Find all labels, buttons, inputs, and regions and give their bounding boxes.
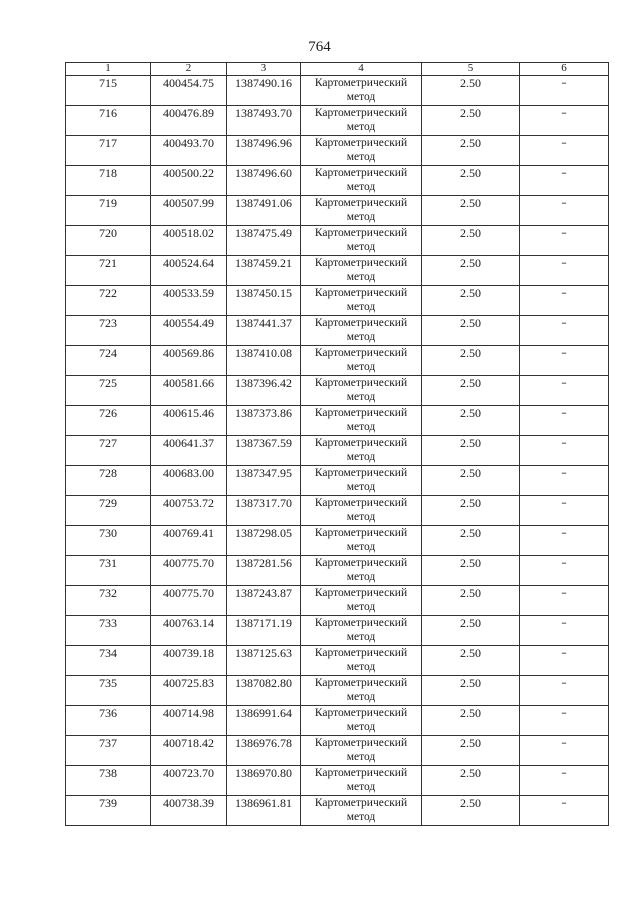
method-line-1: Картометрический [314, 317, 408, 329]
accuracy-cell: 2.50 [422, 796, 520, 826]
y-coordinate-cell: 1387475.49 [227, 226, 301, 256]
accuracy-cell: 2.50 [422, 466, 520, 496]
point-number-cell: 737 [66, 736, 151, 766]
accuracy-cell: 2.50 [422, 136, 520, 166]
x-coordinate-cell: 400518.02 [151, 226, 227, 256]
method-cell [301, 466, 422, 496]
point-number-cell: 730 [66, 526, 151, 556]
method-cell [301, 556, 422, 586]
method-cell [301, 736, 422, 766]
method-cell [301, 166, 422, 196]
method-cell [301, 376, 422, 406]
method-line-1: Картометрический [314, 467, 408, 479]
point-number-cell: 724 [66, 346, 151, 376]
method-line-1: Картометрический [314, 137, 408, 149]
accuracy-cell: 2.50 [422, 616, 520, 646]
table-row [66, 736, 609, 766]
note-cell: – [520, 406, 609, 436]
accuracy-cell: 2.50 [422, 166, 520, 196]
x-coordinate-cell: 400683.00 [151, 466, 227, 496]
table-row [66, 526, 609, 556]
point-number-cell: 738 [66, 766, 151, 796]
y-coordinate-cell: 1387171.19 [227, 616, 301, 646]
method-line-2: метод [346, 211, 376, 223]
method-line-1: Картометрический [314, 677, 408, 689]
y-coordinate-cell: 1387347.95 [227, 466, 301, 496]
y-coordinate-cell: 1386961.81 [227, 796, 301, 826]
method-line-2: метод [346, 91, 376, 103]
note-cell: – [520, 286, 609, 316]
point-number-cell: 733 [66, 616, 151, 646]
note-cell: – [520, 706, 609, 736]
table-row [66, 766, 609, 796]
point-number-cell: 728 [66, 466, 151, 496]
accuracy-cell: 2.50 [422, 76, 520, 106]
note-cell: – [520, 436, 609, 466]
x-coordinate-cell: 400769.41 [151, 526, 227, 556]
note-cell: – [520, 106, 609, 136]
point-number-cell: 721 [66, 256, 151, 286]
method-cell [301, 316, 422, 346]
x-coordinate-cell: 400718.42 [151, 736, 227, 766]
method-line-1: Картометрический [314, 347, 408, 359]
table-row [66, 76, 609, 106]
method-cell [301, 646, 422, 676]
table-row [66, 586, 609, 616]
method-cell [301, 436, 422, 466]
table-row [66, 646, 609, 676]
method-line-2: метод [346, 391, 376, 403]
x-coordinate-cell: 400738.39 [151, 796, 227, 826]
point-number-cell: 716 [66, 106, 151, 136]
method-line-2: метод [346, 361, 376, 373]
accuracy-cell: 2.50 [422, 226, 520, 256]
accuracy-cell: 2.50 [422, 496, 520, 526]
note-cell: – [520, 616, 609, 646]
y-coordinate-cell: 1387459.21 [227, 256, 301, 286]
method-cell [301, 406, 422, 436]
method-line-2: метод [346, 331, 376, 343]
point-number-cell: 717 [66, 136, 151, 166]
method-line-1: Картометрический [314, 707, 408, 719]
table-row [66, 316, 609, 346]
x-coordinate-cell: 400763.14 [151, 616, 227, 646]
accuracy-cell: 2.50 [422, 556, 520, 586]
accuracy-cell: 2.50 [422, 646, 520, 676]
accuracy-cell: 2.50 [422, 376, 520, 406]
y-coordinate-cell: 1387491.06 [227, 196, 301, 226]
column-header: 5 [422, 63, 520, 76]
x-coordinate-cell: 400775.70 [151, 556, 227, 586]
table-row [66, 346, 609, 376]
method-line-2: метод [346, 151, 376, 163]
y-coordinate-cell: 1386970.80 [227, 766, 301, 796]
point-number-cell: 719 [66, 196, 151, 226]
y-coordinate-cell: 1387410.08 [227, 346, 301, 376]
method-line-2: метод [346, 781, 376, 793]
method-line-1: Картометрический [314, 227, 408, 239]
x-coordinate-cell: 400454.75 [151, 76, 227, 106]
y-coordinate-cell: 1387082.80 [227, 676, 301, 706]
method-line-1: Картометрический [314, 527, 408, 539]
y-coordinate-cell: 1386991.64 [227, 706, 301, 736]
method-cell [301, 226, 422, 256]
table-row [66, 376, 609, 406]
column-header: 4 [301, 63, 422, 76]
y-coordinate-cell: 1387493.70 [227, 106, 301, 136]
note-cell: – [520, 526, 609, 556]
note-cell: – [520, 766, 609, 796]
method-line-1: Картометрический [314, 557, 408, 569]
method-line-1: Картометрический [314, 767, 408, 779]
x-coordinate-cell: 400554.49 [151, 316, 227, 346]
method-line-2: метод [346, 181, 376, 193]
table-row [66, 406, 609, 436]
table-row [66, 286, 609, 316]
y-coordinate-cell: 1387396.42 [227, 376, 301, 406]
method-line-2: метод [346, 721, 376, 733]
accuracy-cell: 2.50 [422, 526, 520, 556]
method-line-2: метод [346, 661, 376, 673]
accuracy-cell: 2.50 [422, 706, 520, 736]
method-cell [301, 136, 422, 166]
point-number-cell: 725 [66, 376, 151, 406]
method-line-2: метод [346, 271, 376, 283]
x-coordinate-cell: 400714.98 [151, 706, 227, 736]
method-line-1: Картометрический [314, 377, 408, 389]
note-cell: – [520, 466, 609, 496]
y-coordinate-cell: 1387125.63 [227, 646, 301, 676]
table-row [66, 196, 609, 226]
method-cell [301, 76, 422, 106]
y-coordinate-cell: 1387441.37 [227, 316, 301, 346]
y-coordinate-cell: 1387243.87 [227, 586, 301, 616]
method-line-1: Картометрический [314, 167, 408, 179]
point-number-cell: 720 [66, 226, 151, 256]
table-row [66, 556, 609, 586]
method-cell [301, 346, 422, 376]
method-line-2: метод [346, 571, 376, 583]
table-row [66, 226, 609, 256]
method-line-2: метод [346, 751, 376, 763]
method-line-2: метод [346, 121, 376, 133]
x-coordinate-cell: 400641.37 [151, 436, 227, 466]
method-line-2: метод [346, 811, 376, 823]
method-line-1: Картометрический [314, 107, 408, 119]
x-coordinate-cell: 400723.70 [151, 766, 227, 796]
method-cell [301, 286, 422, 316]
method-line-2: метод [346, 691, 376, 703]
x-coordinate-cell: 400615.46 [151, 406, 227, 436]
accuracy-cell: 2.50 [422, 586, 520, 616]
note-cell: – [520, 586, 609, 616]
x-coordinate-cell: 400524.64 [151, 256, 227, 286]
note-cell: – [520, 796, 609, 826]
y-coordinate-cell: 1387317.70 [227, 496, 301, 526]
note-cell: – [520, 376, 609, 406]
method-cell [301, 616, 422, 646]
method-line-1: Картометрический [314, 797, 408, 809]
method-cell [301, 796, 422, 826]
x-coordinate-cell: 400739.18 [151, 646, 227, 676]
accuracy-cell: 2.50 [422, 106, 520, 136]
x-coordinate-cell: 400533.59 [151, 286, 227, 316]
table-header-row [66, 63, 609, 76]
x-coordinate-cell: 400725.83 [151, 676, 227, 706]
method-cell [301, 106, 422, 136]
method-cell [301, 526, 422, 556]
y-coordinate-cell: 1387450.15 [227, 286, 301, 316]
note-cell: – [520, 646, 609, 676]
accuracy-cell: 2.50 [422, 736, 520, 766]
note-cell: – [520, 676, 609, 706]
note-cell: – [520, 76, 609, 106]
point-number-cell: 736 [66, 706, 151, 736]
x-coordinate-cell: 400476.89 [151, 106, 227, 136]
table-row [66, 436, 609, 466]
point-number-cell: 739 [66, 796, 151, 826]
method-cell [301, 196, 422, 226]
point-number-cell: 735 [66, 676, 151, 706]
point-number-cell: 734 [66, 646, 151, 676]
column-header: 1 [66, 63, 151, 76]
method-line-1: Картометрический [314, 437, 408, 449]
point-number-cell: 726 [66, 406, 151, 436]
point-number-cell: 715 [66, 76, 151, 106]
table-row [66, 616, 609, 646]
table-row [66, 466, 609, 496]
point-number-cell: 729 [66, 496, 151, 526]
column-header: 6 [520, 63, 609, 76]
x-coordinate-cell: 400493.70 [151, 136, 227, 166]
note-cell: – [520, 166, 609, 196]
accuracy-cell: 2.50 [422, 286, 520, 316]
accuracy-cell: 2.50 [422, 766, 520, 796]
method-cell [301, 766, 422, 796]
method-line-1: Картометрический [314, 587, 408, 599]
method-line-2: метод [346, 421, 376, 433]
x-coordinate-cell: 400753.72 [151, 496, 227, 526]
table-row [66, 796, 609, 826]
column-header: 3 [227, 63, 301, 76]
method-line-1: Картометрический [314, 287, 408, 299]
method-cell [301, 706, 422, 736]
column-header: 2 [151, 63, 227, 76]
method-line-2: метод [346, 631, 376, 643]
point-number-cell: 718 [66, 166, 151, 196]
point-number-cell: 731 [66, 556, 151, 586]
method-line-1: Картометрический [314, 617, 408, 629]
method-line-1: Картометрический [314, 497, 408, 509]
point-number-cell: 732 [66, 586, 151, 616]
note-cell: – [520, 256, 609, 286]
coordinates-table [65, 62, 609, 826]
accuracy-cell: 2.50 [422, 406, 520, 436]
note-cell: – [520, 226, 609, 256]
method-line-2: метод [346, 541, 376, 553]
method-line-2: метод [346, 601, 376, 613]
y-coordinate-cell: 1387298.05 [227, 526, 301, 556]
table-row [66, 496, 609, 526]
note-cell: – [520, 346, 609, 376]
x-coordinate-cell: 400500.22 [151, 166, 227, 196]
note-cell: – [520, 556, 609, 586]
method-line-1: Картометрический [314, 257, 408, 269]
accuracy-cell: 2.50 [422, 346, 520, 376]
method-line-2: метод [346, 451, 376, 463]
method-line-1: Картометрический [314, 77, 408, 89]
table-row [66, 136, 609, 166]
point-number-cell: 722 [66, 286, 151, 316]
point-number-cell: 723 [66, 316, 151, 346]
table-row [66, 706, 609, 736]
method-cell [301, 496, 422, 526]
method-line-2: метод [346, 241, 376, 253]
x-coordinate-cell: 400507.99 [151, 196, 227, 226]
method-cell [301, 586, 422, 616]
method-line-2: метод [346, 481, 376, 493]
table-row [66, 106, 609, 136]
note-cell: – [520, 496, 609, 526]
method-line-1: Картометрический [314, 647, 408, 659]
method-line-2: метод [346, 511, 376, 523]
note-cell: – [520, 136, 609, 166]
page-number: 764 [308, 39, 331, 55]
accuracy-cell: 2.50 [422, 316, 520, 346]
table-row [66, 166, 609, 196]
y-coordinate-cell: 1387490.16 [227, 76, 301, 106]
method-cell [301, 676, 422, 706]
y-coordinate-cell: 1387496.60 [227, 166, 301, 196]
method-line-1: Картометрический [314, 407, 408, 419]
y-coordinate-cell: 1386976.78 [227, 736, 301, 766]
method-line-1: Картометрический [314, 737, 408, 749]
y-coordinate-cell: 1387496.96 [227, 136, 301, 166]
x-coordinate-cell: 400581.66 [151, 376, 227, 406]
accuracy-cell: 2.50 [422, 196, 520, 226]
y-coordinate-cell: 1387373.86 [227, 406, 301, 436]
y-coordinate-cell: 1387367.59 [227, 436, 301, 466]
method-line-1: Картометрический [314, 197, 408, 209]
x-coordinate-cell: 400569.86 [151, 346, 227, 376]
note-cell: – [520, 316, 609, 346]
x-coordinate-cell: 400775.70 [151, 586, 227, 616]
accuracy-cell: 2.50 [422, 676, 520, 706]
table-row [66, 256, 609, 286]
table-row [66, 676, 609, 706]
note-cell: – [520, 196, 609, 226]
accuracy-cell: 2.50 [422, 256, 520, 286]
method-line-2: метод [346, 301, 376, 313]
accuracy-cell: 2.50 [422, 436, 520, 466]
y-coordinate-cell: 1387281.56 [227, 556, 301, 586]
note-cell: – [520, 736, 609, 766]
point-number-cell: 727 [66, 436, 151, 466]
method-cell [301, 256, 422, 286]
